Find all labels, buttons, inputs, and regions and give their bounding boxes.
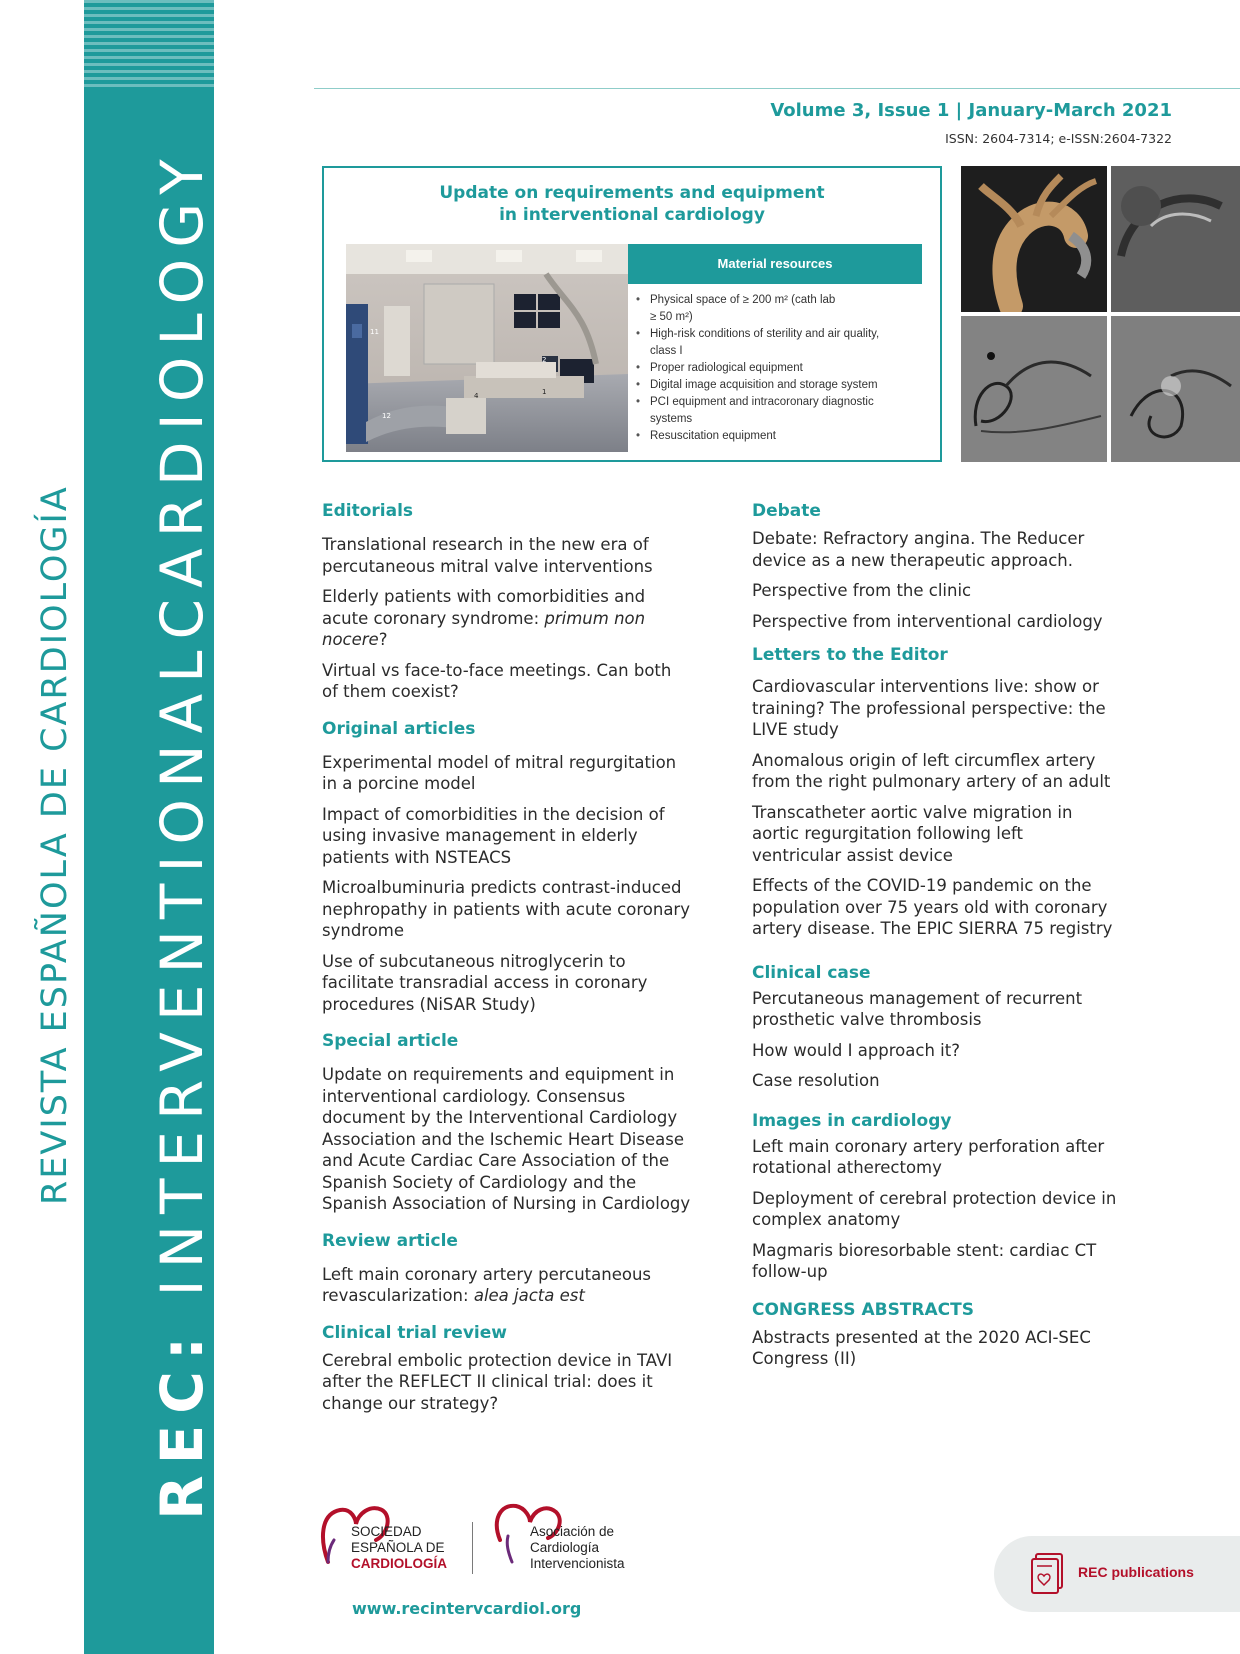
aci-logo[interactable] (490, 1500, 650, 1580)
section-heading-congress: CONGRESS ABSTRACTS (752, 1299, 974, 1320)
section-heading-clinical-trial-review: Clinical trial review (322, 1322, 507, 1343)
toc-item[interactable]: Abstracts presented at the 2020 ACI-SEC Congress (II) (752, 1327, 1091, 1368)
rec-publications-label: REC publications (1078, 1564, 1194, 1580)
fluoroscopy-image (1111, 166, 1240, 312)
material-resources-heading: Material resources (628, 244, 922, 284)
room-number: 11 (370, 328, 379, 336)
toc-item[interactable]: Magmaris bioresorbable stent: cardiac CT follow-up (752, 1240, 1097, 1281)
issn-info: ISSN: 2604-7314; e-ISSN:2604-7322 (945, 131, 1172, 146)
toc-item[interactable]: Perspective from the clinic (752, 581, 972, 600)
journal-subtitle: REVISTA ESPAÑOLA DE CARDIOLOGÍA (35, 485, 75, 1205)
angiography-image (961, 316, 1107, 462)
logo-divider (472, 1522, 473, 1574)
issue-info: Volume 3, Issue 1 | January-March 2021 (770, 100, 1172, 121)
toc-left-column (322, 500, 717, 1414)
toc-item[interactable]: Translational research in the new era of percutaneous mitral valve interventions (322, 535, 653, 576)
room-number: 12 (382, 412, 391, 420)
toc-item[interactable]: Percutaneous management of recurrent prosthetic valve thrombosis (752, 988, 1083, 1029)
section-heading-letters: Letters to the Editor (752, 645, 948, 665)
banner-stripes (84, 0, 214, 90)
room-number: 2 (542, 356, 547, 364)
toc-item[interactable]: Experimental model of mitral regurgitation in a porcine model (322, 752, 677, 793)
toc-item[interactable]: Update on requirements and equipment in interventional cardiology. Consensus document by the Interventional Cardiology Association and the Ischemic Heart Disease and Acute Cardiac Care Association of the Spanish Society of Cardiology and the Spanish Association of Nursing in Cardiology (322, 1065, 691, 1213)
toc-item[interactable]: Microalbuminuria predicts contrast-induced nephropathy in patients with acute coronary syndrome (322, 878, 690, 940)
toc-item[interactable]: Use of subcutaneous nitroglycerin to facilitate transradial access in coronary procedures (NiSAR Study) (322, 951, 648, 1014)
toc-item[interactable]: How would I approach it? (752, 1040, 960, 1060)
document-heart-icon (1030, 1550, 1070, 1598)
aorta-3d-image (961, 166, 1107, 312)
list-item: • PCI equipment and intracoronary diagnostic systems (628, 394, 922, 428)
material-resources-list (628, 292, 922, 445)
cath-lab-photo (346, 244, 628, 452)
website-link[interactable]: www.recintervcardiol.org (352, 1599, 582, 1618)
toc-item[interactable]: Left main coronary artery percutaneous revascularization: alea jacta est (322, 1264, 652, 1305)
toc-right-column (752, 500, 1152, 1370)
section-heading-clinical-case: Clinical case (752, 962, 871, 983)
journal-title: REC: INTERVENTIONALCARDIOLOGY (148, 148, 216, 1520)
list-item: • Resuscitation equipment (628, 428, 922, 445)
sec-logo-text: SOCIEDAD ESPAÑOLA DE CARDIOLOGÍA (351, 1524, 447, 1571)
toc-item[interactable]: Debate: Refractory angina. The Reducer device as a new therapeutic approach. (752, 529, 1085, 570)
toc-item[interactable]: Cerebral embolic protection device in TAVI after the REFLECT II clinical trial: does it change our strategy? (322, 1350, 673, 1413)
toc-item[interactable]: Impact of comorbidities in the decision of using invasive management in elderly patients with NSTEACS (322, 804, 665, 867)
room-number: 4 (474, 392, 479, 400)
toc-item[interactable]: Deployment of cerebral protection device in complex anatomy (752, 1188, 1117, 1229)
header-rule (314, 88, 1240, 89)
catheter-image (1111, 316, 1240, 462)
list-item: • Physical space of ≥ 200 m² (cath lab ≥ 50 m²) (628, 292, 922, 326)
toc-item[interactable]: Perspective from interventional cardiology (752, 611, 1103, 631)
section-heading-original-articles: Original articles (322, 718, 476, 739)
section-heading-debate: Debate (752, 501, 821, 521)
aci-logo-text: Asociación de Cardiología Intervencionista (530, 1524, 625, 1571)
toc-item[interactable]: Elderly patients with comorbidities and acute coronary syndrome: primum non nocere? (322, 587, 646, 649)
featured-title: Update on requirements and equipment in interventional cardiology (439, 183, 825, 225)
toc-item[interactable]: Transcatheter aortic valve migration in aortic regurgitation following left ventricular assist device (752, 802, 1073, 865)
room-number: 1 (542, 388, 547, 396)
section-heading-review-article: Review article (322, 1230, 458, 1251)
rec-publications-badge[interactable] (994, 1536, 1240, 1612)
section-heading-editorials: Editorials (322, 501, 414, 521)
section-heading-images: Images in cardiology (752, 1110, 952, 1131)
list-item: • Digital image acquisition and storage system (628, 377, 922, 394)
toc-item[interactable]: Case resolution (752, 1071, 880, 1090)
toc-item[interactable]: Left main coronary artery perforation after rotational atherectomy (752, 1136, 1105, 1177)
featured-article-box (322, 166, 942, 462)
list-item: • Proper radiological equipment (628, 360, 922, 377)
sec-logo[interactable] (318, 1500, 468, 1580)
section-heading-special-article: Special article (322, 1031, 459, 1051)
toc-item[interactable]: Virtual vs face-to-face meetings. Can both of them coexist? (322, 660, 672, 701)
toc-item[interactable]: Cardiovascular interventions live: show or training? The professional perspective: the LIVE study (752, 677, 1106, 739)
toc-item[interactable]: Anomalous origin of left circumflex artery from the right pulmonary artery of an adult (752, 750, 1111, 791)
toc-item[interactable]: Effects of the COVID-19 pandemic on the population over 75 years old with coronary artery disease. The EPIC SIERRA 75 registry (752, 876, 1113, 938)
list-item: • High-risk conditions of sterility and air quality, class I (628, 326, 922, 360)
